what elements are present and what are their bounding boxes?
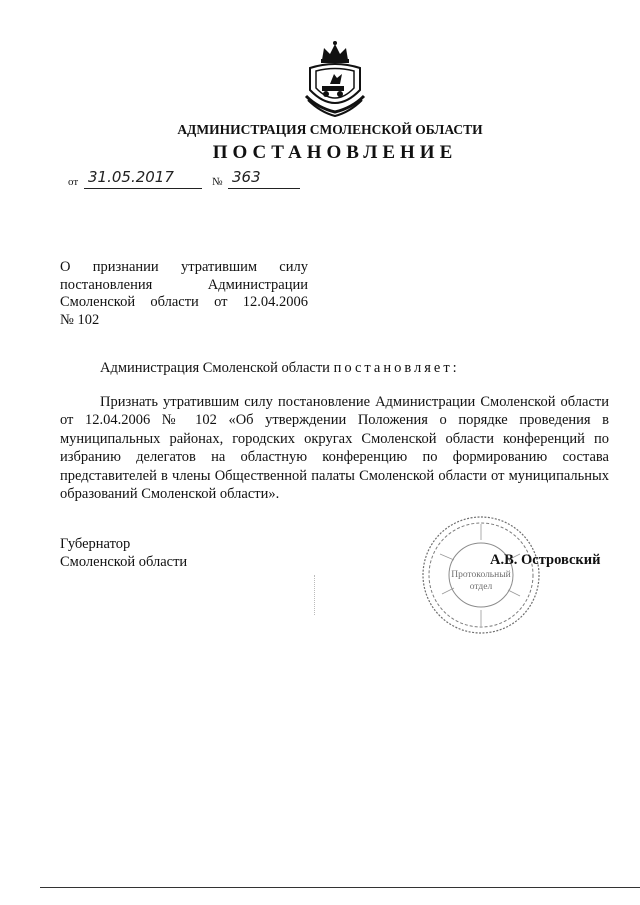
number-underline [228, 188, 300, 189]
date-number-line [68, 168, 308, 190]
number-label: № [212, 176, 223, 188]
decree-verb: постановляет: [333, 360, 460, 376]
document-subject [60, 259, 308, 329]
subject-line: О признании утратившим силу [60, 259, 308, 275]
date-from-label: от [68, 176, 79, 188]
handwritten-date: 31.05.2017 [88, 168, 174, 186]
official-stamp [420, 514, 542, 636]
subject-line: Смоленской области от 12.04.2006 [60, 294, 308, 310]
date-underline [84, 188, 202, 189]
signer-title-line: Губернатор [60, 536, 131, 552]
stamp-inner-text: Протокольный [451, 570, 511, 580]
subject-line: № 102 [60, 311, 100, 328]
coat-of-arms-icon [300, 38, 370, 118]
signer-title-line: Смоленской области [60, 554, 188, 570]
handwritten-number: 363 [232, 168, 261, 186]
signer-name: А.В. Островский [490, 552, 601, 568]
signer-title [60, 535, 187, 571]
decree-body-paragraph: Признать утратившим силу постановление Администрации Смоленской области от 12.04.2006 № 102 «Об утверждении Положения о порядке проведения в муниципальных районах, городских округах Смоленской области конференций по избранию делегатов на областную конференцию по формированию состава представителей в члены Общественной палаты Смоленской области от муниципальных образований Смоленской области». [60, 394, 609, 503]
organization-name: АДМИНИСТРАЦИЯ СМОЛЕНСКОЙ ОБЛАСТИ [177, 122, 483, 137]
decree-statement [100, 360, 460, 377]
page-bottom-rule [40, 887, 640, 888]
document-type-title: ПОСТАНОВЛЕНИЕ [212, 142, 458, 163]
margin-dots [314, 575, 317, 615]
subject-line: постановления Администрации [60, 276, 308, 293]
decree-lead: Администрация Смоленской области [100, 360, 330, 376]
stamp-inner-text: отдел [469, 582, 493, 592]
